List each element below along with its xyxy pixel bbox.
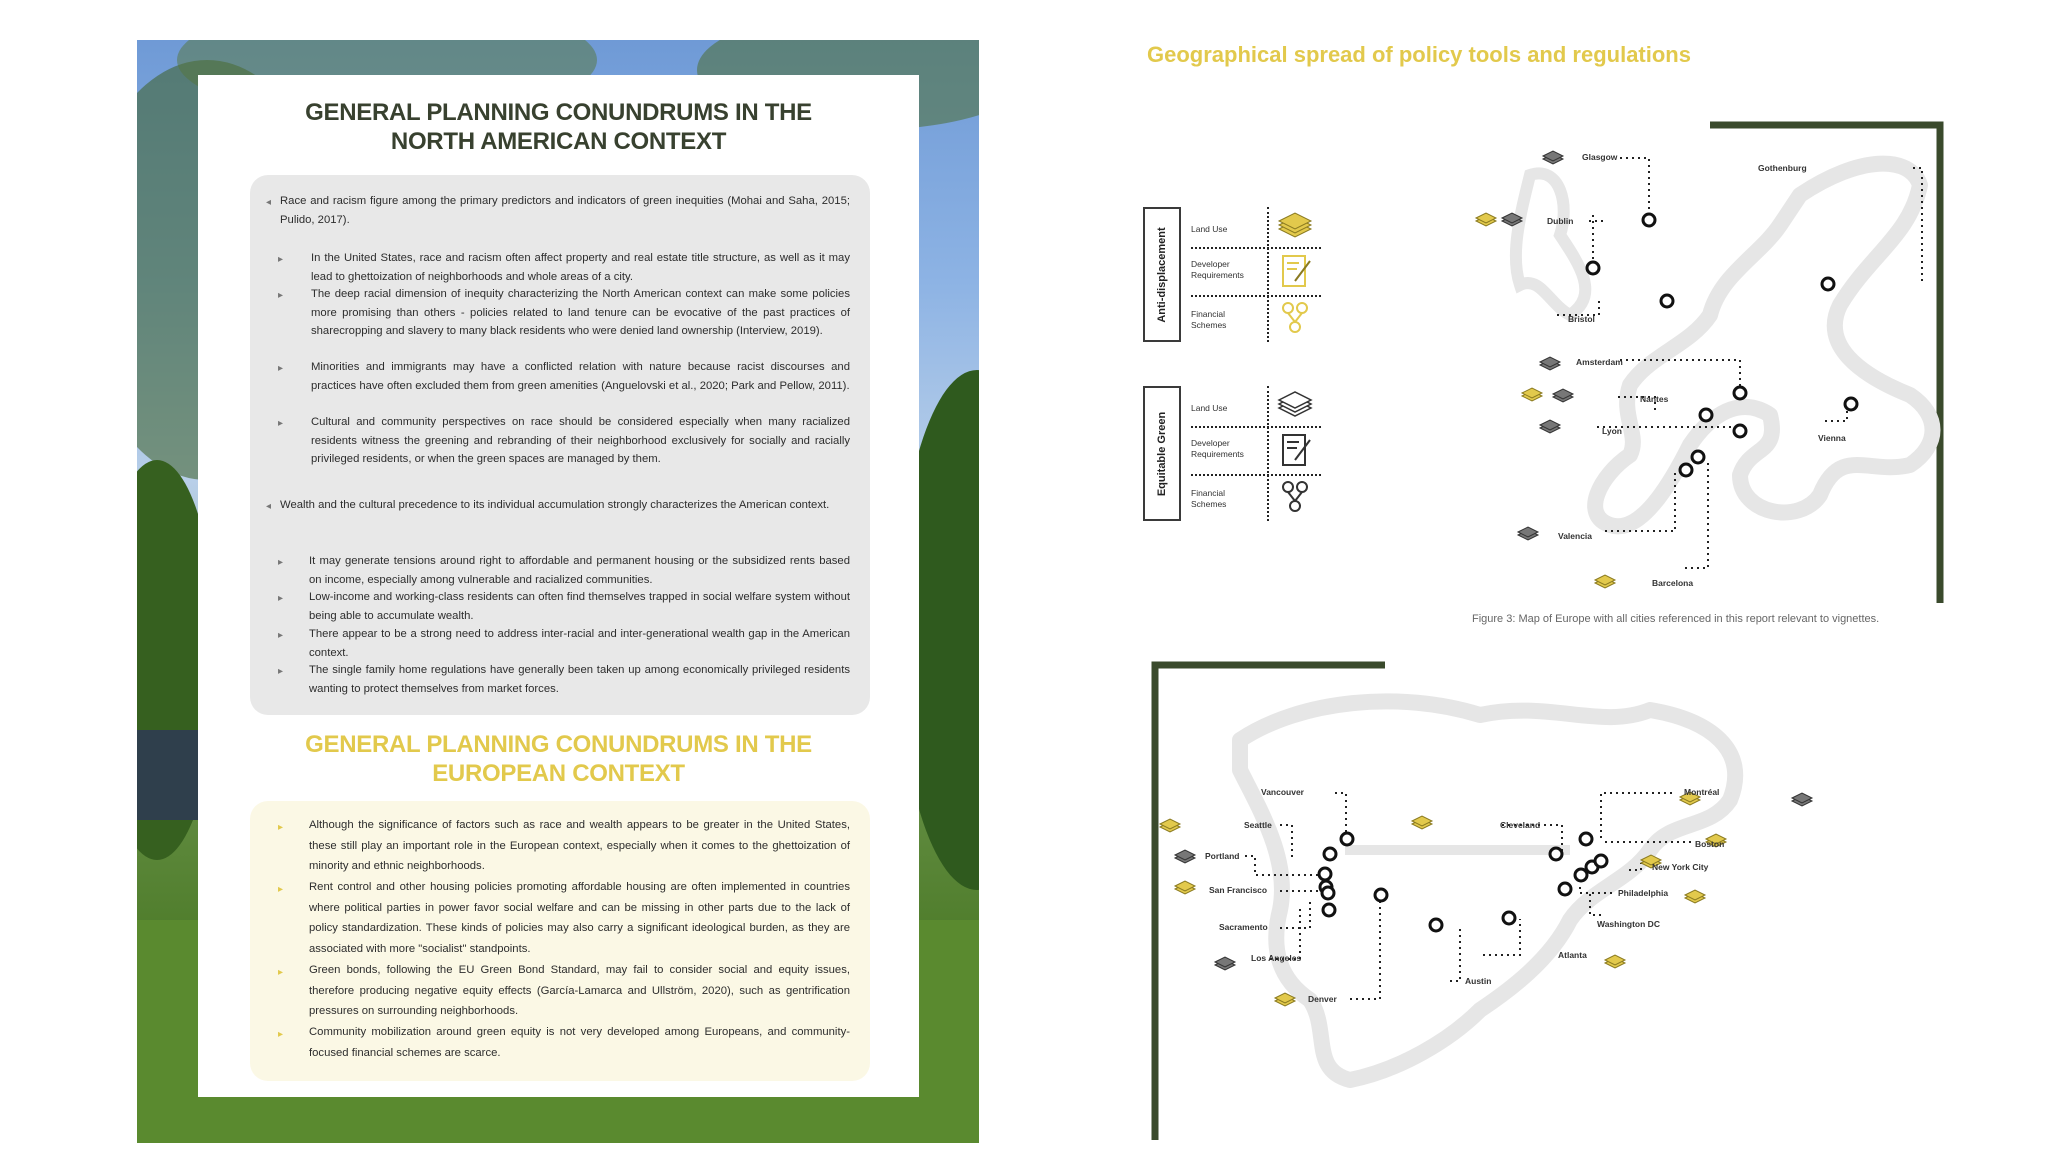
legend-row-land-use: Land Use — [1191, 403, 1228, 413]
european-section-title — [198, 730, 919, 788]
city-label-vancouver: Vancouver — [1261, 787, 1304, 797]
land-use-icon — [1275, 211, 1315, 247]
bullet-icon: ▸ — [278, 418, 284, 429]
geographical-spread-title: Geographical spread of policy tools and regulations — [1147, 42, 1691, 67]
city-label-atlanta: Atlanta — [1558, 950, 1587, 960]
bullet-icon: ◂ — [266, 501, 272, 512]
bullet-icon: ▸ — [278, 822, 284, 833]
city-label-montreal: Montréal — [1684, 787, 1720, 797]
developer-requirements-icon — [1275, 253, 1315, 289]
legend-group-label: Anti-displacement — [1143, 207, 1181, 342]
city-label-nantes: Nantes — [1640, 394, 1669, 404]
figure-caption: Figure 3: Map of Europe with all cities referenced in this report relevant to vignettes. — [1472, 613, 1880, 625]
city-label-vienna: Vienna — [1818, 433, 1846, 443]
city-label-philadelphia: Philadelphia — [1618, 888, 1669, 898]
legend-anti-displacement — [1143, 207, 1322, 342]
legend-row-land-use: Land Use — [1191, 224, 1228, 234]
city-label-cleveland: Cleveland — [1500, 820, 1541, 830]
city-label-valencia: Valencia — [1558, 531, 1593, 541]
eu-item-3: Green bonds, following the EU Green Bond Standard, may fail to consider social and equity issues, therefore producing negative equity effects (García-Lamarca and Ullström, 2020), such as gentrification pressures on surrounding neighborhoods. — [309, 964, 850, 1017]
legend-row-developer-requirements: Developer Requirements — [1191, 259, 1244, 280]
europe-map — [1440, 115, 1960, 615]
eu-title-line-2: EUROPEAN CONTEXT — [432, 760, 685, 787]
legend-group-label: Equitable Green — [1143, 386, 1181, 521]
bullet-icon: ◂ — [266, 197, 272, 208]
north-america-map — [1150, 660, 1870, 1145]
na-item-1: Race and racism figure among the primary predictors and indicators of green inequities (Mohai and Saha, 2015; Pulido, 2017). — [280, 195, 850, 226]
city-label-san-francisco: San Francisco — [1209, 885, 1268, 895]
bullet-icon: ▸ — [278, 557, 284, 568]
land-use-icon — [1275, 390, 1315, 426]
bullet-icon: ▸ — [278, 884, 284, 895]
developer-requirements-icon — [1275, 432, 1315, 468]
eu-title-line-1: GENERAL PLANNING CONUNDRUMS IN THE — [305, 731, 812, 758]
city-label-bristol: Bristol — [1568, 314, 1595, 324]
financial-schemes-icon — [1275, 478, 1315, 514]
city-label-glasgow: Glasgow — [1582, 152, 1618, 162]
na-item-8: Low-income and working-class residents can often find themselves trapped in social welfare system without being able to accumulate wealth. — [309, 591, 850, 622]
na-item-7: It may generate tensions around right to affordable and permanent housing or the subsidized rents based on income, especially among vulnerable and racialized communities. — [309, 555, 850, 586]
city-label-sacramento: Sacramento — [1219, 922, 1268, 932]
na-title-line-2: NORTH AMERICAN CONTEXT — [390, 128, 727, 155]
na-item-3: The deep racial dimension of inequity characterizing the North American context can make some policies more promising than others - policies related to land tenure can be evocative of the past practices of sharecropping and slavery to many black residents who were denied land ownership (Interview, 2019). — [311, 288, 850, 337]
city-label-austin: Austin — [1465, 976, 1492, 986]
city-label-barcelona: Barcelona — [1652, 578, 1694, 588]
city-label-lyon: Lyon — [1602, 426, 1622, 436]
bullet-icon: ▸ — [278, 363, 284, 374]
city-label-amsterdam: Amsterdam — [1576, 357, 1623, 367]
city-label-new-york-city: New York City — [1652, 862, 1709, 872]
bullet-icon: ▸ — [278, 593, 284, 604]
legend-row-developer-requirements: Developer Requirements — [1191, 438, 1244, 459]
city-label-portland: Portland — [1205, 851, 1240, 861]
city-label-los-angeles: Los Angeles — [1251, 953, 1302, 963]
na-item-9: There appear to be a strong need to address inter-racial and inter-generational wealth gap in the American context. — [309, 628, 850, 659]
city-label-denver: Denver — [1308, 994, 1337, 1004]
bullet-icon: ▸ — [278, 1029, 284, 1040]
legend-equitable-green — [1143, 386, 1322, 521]
legend-row-financial-schemes: Financial Schemes — [1191, 488, 1227, 509]
city-label-dublin: Dublin — [1547, 216, 1574, 226]
north-american-section-title — [198, 98, 919, 156]
city-label-washington-dc: Washington DC — [1597, 919, 1660, 929]
bullet-icon: ▸ — [278, 290, 284, 301]
na-item-5: Cultural and community perspectives on race should be considered especially when many racialized residents witness the greening and rebranding of their neighborhood exclusively for socially and racially privileged residents, or when the green spaces are managed by them. — [311, 416, 850, 465]
bullet-icon: ▸ — [278, 254, 284, 265]
poster-card — [198, 75, 919, 1097]
city-label-boston: Boston — [1695, 839, 1725, 849]
na-item-4: Minorities and immigrants may have a conflicted relation with nature because racist discourses and practices have often excluded them from green amenities (Anguelovski et al., 2020; Park and Pellow, 2011). — [311, 361, 850, 392]
eu-item-4: Community mobilization around green equity is not very developed among Europeans, and community-focused financial schemes are scarce. — [309, 1026, 850, 1059]
city-label-seattle: Seattle — [1244, 820, 1272, 830]
financial-schemes-icon — [1275, 299, 1315, 335]
city-label-gothenburg: Gothenburg — [1758, 163, 1807, 173]
bullet-icon: ▸ — [278, 967, 284, 978]
legend-row-financial-schemes: Financial Schemes — [1191, 309, 1227, 330]
bullet-icon: ▸ — [278, 666, 284, 677]
na-item-6: Wealth and the cultural precedence to its individual accumulation strongly characterizes the American context. — [280, 499, 830, 511]
eu-item-2: Rent control and other housing policies promoting affordable housing are often implemented in countries where political parties in power favor social welfare and can be missing in other parts due to the lack of policy standardization. These kinds of policies may also carry a significant ideological burden, as they are associated with more "socialist" standpoints. — [309, 881, 850, 955]
na-item-10: The single family home regulations have generally been taken up among economically privileged residents wanting to protect themselves from market forces. — [309, 664, 850, 695]
na-title-line-1: GENERAL PLANNING CONUNDRUMS IN THE — [305, 99, 812, 126]
bullet-icon: ▸ — [278, 630, 284, 641]
background-building — [137, 730, 207, 820]
eu-item-1: Although the significance of factors such as race and wealth appears to be greater in the United States, these still play an important role in the European context, especially when it comes to the ghettoization of minority and ethnic neighborhoods. — [309, 819, 850, 872]
na-item-2: In the United States, race and racism often affect property and real estate title structure, as well as it may lead to ghettoization of neighborhoods and whole areas of a city. — [311, 252, 850, 283]
